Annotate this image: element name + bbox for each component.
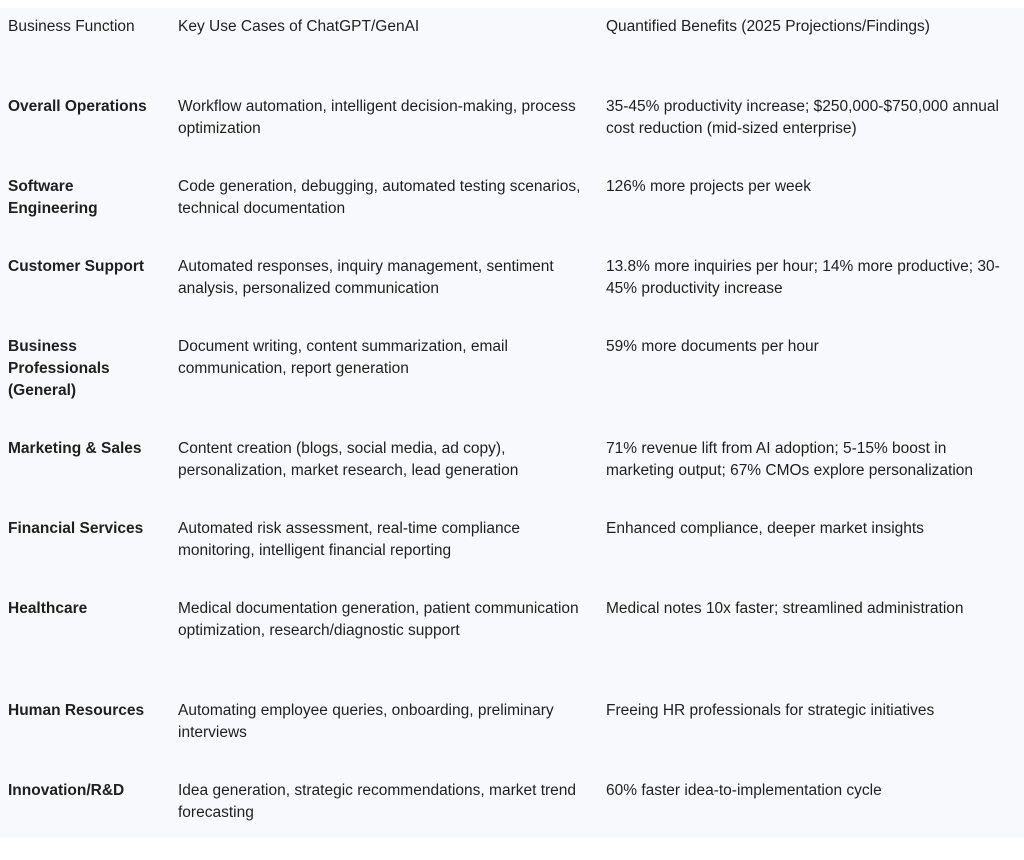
table-header-row <box>0 8 1024 96</box>
cell-use-cases: Code generation, debugging, automated testing scenarios, technical documentation <box>178 178 581 217</box>
cell-use-cases: Document writing, content summarization, email communication, report generation <box>178 338 508 377</box>
table-row <box>0 176 1024 256</box>
cell-benefits: 59% more documents per hour <box>606 338 819 355</box>
table-row <box>0 96 1024 176</box>
cell-function: Overall Operations <box>8 98 147 115</box>
cell-use-cases: Idea generation, strategic recommendations, market trend forecasting <box>178 782 577 821</box>
table-row <box>0 256 1024 336</box>
cell-function: Human Resources <box>8 702 145 719</box>
table-row <box>0 518 1024 598</box>
table-row <box>0 336 1024 438</box>
cell-function: Software Engineering <box>8 178 98 217</box>
cell-use-cases: Automating employee queries, onboarding, preliminary interviews <box>178 702 554 741</box>
cell-benefits: Freeing HR professionals for strategic initiatives <box>606 702 935 719</box>
cell-function: Healthcare <box>8 600 88 617</box>
cell-function: Business Professionals (General) <box>8 338 110 399</box>
cell-function: Marketing & Sales <box>8 440 142 457</box>
cell-benefits: 13.8% more inquiries per hour; 14% more productive; 30-45% productivity increase <box>606 258 1000 297</box>
cell-use-cases: Automated responses, inquiry management, sentiment analysis, personalized communication <box>178 258 554 297</box>
benefits-table <box>0 8 1024 860</box>
header-key-use-cases: Key Use Cases of ChatGPT/GenAI <box>178 18 420 35</box>
cell-benefits: 60% faster idea-to-implementation cycle <box>606 782 882 799</box>
cell-benefits: 71% revenue lift from AI adoption; 5-15% boost in marketing output; 67% CMOs explore personalization <box>606 440 974 479</box>
table-row <box>0 438 1024 518</box>
cell-function: Innovation/R&D <box>8 782 125 799</box>
cell-benefits: Medical notes 10x faster; streamlined administration <box>606 600 964 617</box>
cell-benefits: 35-45% productivity increase; $250,000-$750,000 annual cost reduction (mid-sized enterprise) <box>606 98 999 137</box>
cell-benefits: Enhanced compliance, deeper market insights <box>606 520 924 537</box>
header-quantified-benefits: Quantified Benefits (2025 Projections/Findings) <box>606 18 930 35</box>
cell-function: Customer Support <box>8 258 145 275</box>
cell-function: Financial Services <box>8 520 144 537</box>
header-business-function: Business Function <box>8 18 135 35</box>
table-row <box>0 598 1024 700</box>
table-container <box>0 8 1024 838</box>
cell-use-cases: Content creation (blogs, social media, ad copy), personalization, market research, lead generation <box>178 440 519 479</box>
cell-benefits: 126% more projects per week <box>606 178 812 195</box>
table-row <box>0 780 1024 860</box>
cell-use-cases: Medical documentation generation, patient communication optimization, research/diagnostic support <box>178 600 579 639</box>
cell-use-cases: Workflow automation, intelligent decision-making, process optimization <box>178 98 576 137</box>
table-row <box>0 700 1024 780</box>
cell-use-cases: Automated risk assessment, real-time compliance monitoring, intelligent financial reporting <box>178 520 520 559</box>
